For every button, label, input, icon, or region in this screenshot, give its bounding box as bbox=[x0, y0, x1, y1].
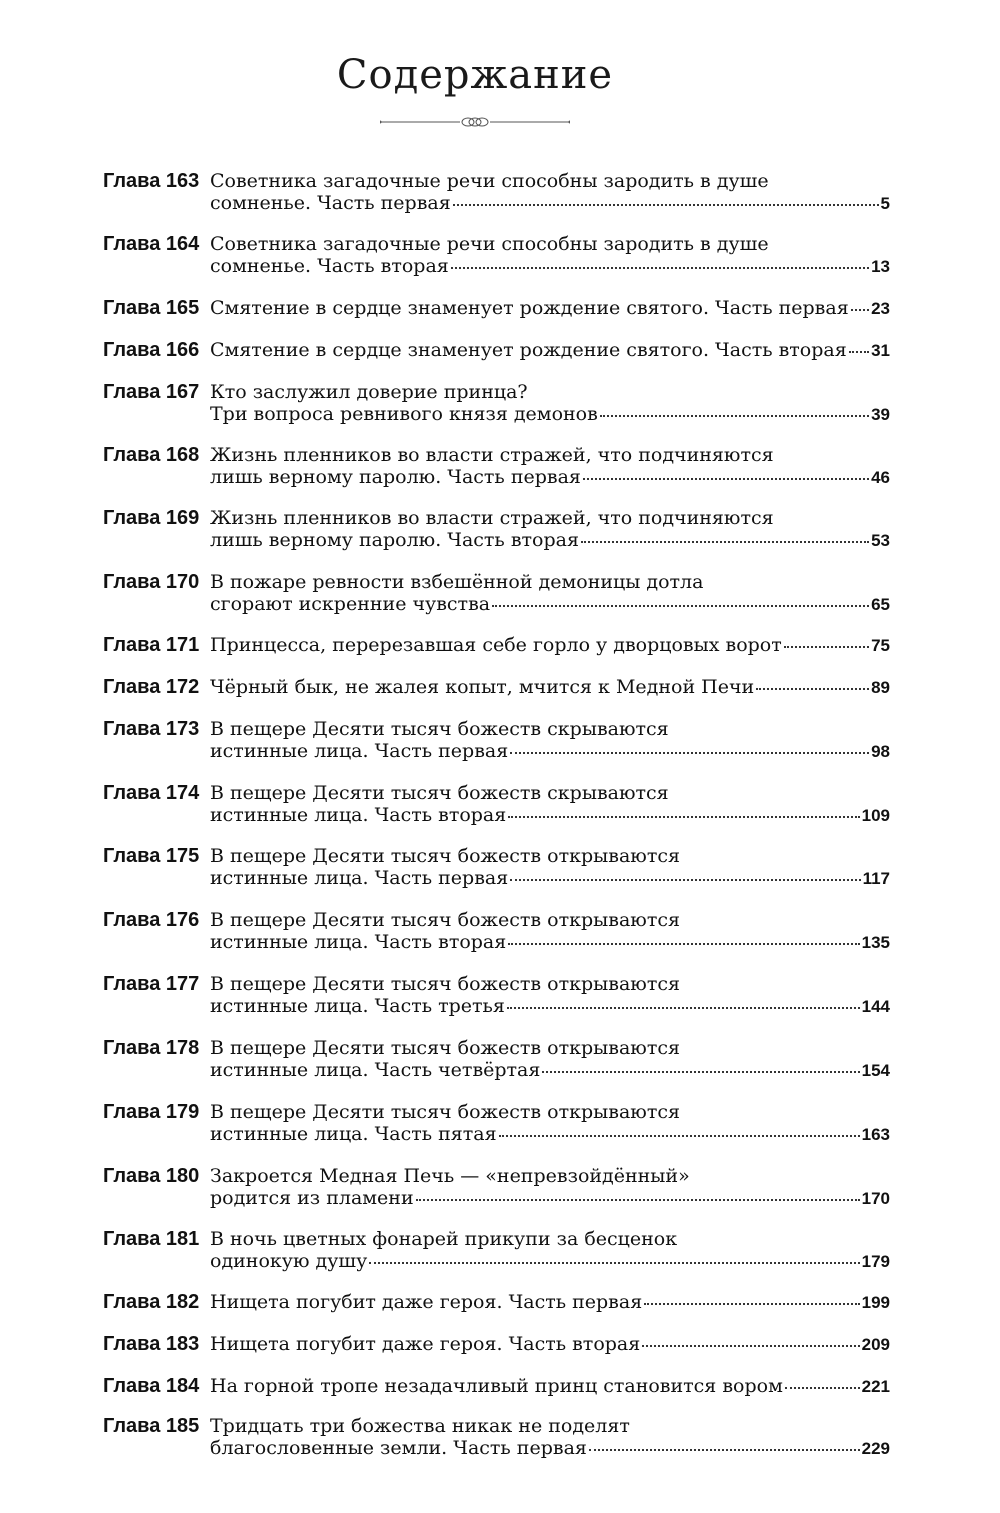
chapter-number: Глава 169 bbox=[103, 507, 200, 529]
dot-leader bbox=[851, 305, 869, 311]
dot-leader bbox=[451, 263, 869, 269]
chapter-title-text: истинные лица. Часть пятая bbox=[210, 1123, 497, 1145]
page-number: 53 bbox=[871, 531, 890, 550]
chapter-title-text: сгорают искренние чувства bbox=[210, 593, 491, 615]
dot-leader bbox=[589, 1445, 860, 1451]
chapter-number: Глава 165 bbox=[103, 297, 200, 319]
dot-leader bbox=[510, 748, 869, 754]
chapter-title-text: истинные лица. Часть третья bbox=[210, 995, 505, 1017]
chapter-number: Глава 168 bbox=[103, 444, 200, 466]
chapter-title-line: Тридцать три божества никак не поделят bbox=[210, 1415, 630, 1437]
chapter-title-line: В пещере Десяти тысяч божеств открываются bbox=[210, 973, 680, 995]
dot-leader bbox=[849, 347, 869, 353]
page-number: 75 bbox=[871, 636, 890, 655]
chapter-title-text: Нищета погубит даже героя. Часть вторая bbox=[210, 1333, 641, 1355]
chapter-number: Глава 174 bbox=[103, 782, 200, 804]
chapter-title-last-line bbox=[210, 634, 890, 657]
chapter-title-line: В пещере Десяти тысяч божеств открываются bbox=[210, 1037, 680, 1059]
dot-leader bbox=[499, 1131, 860, 1137]
dot-leader bbox=[583, 474, 869, 480]
decorative-divider-icon bbox=[380, 114, 570, 130]
chapter-number: Глава 184 bbox=[103, 1375, 200, 1397]
chapter-title-last-line bbox=[210, 529, 890, 552]
chapter-title-last-line bbox=[210, 740, 890, 763]
page-number: 109 bbox=[861, 806, 890, 825]
chapter-number: Глава 185 bbox=[103, 1415, 200, 1437]
page-number: 117 bbox=[862, 869, 890, 888]
dot-leader bbox=[453, 200, 879, 206]
dot-leader bbox=[542, 1067, 859, 1073]
chapter-number: Глава 175 bbox=[103, 845, 200, 867]
page-number: 89 bbox=[871, 678, 890, 697]
chapter-title-last-line bbox=[210, 297, 890, 320]
chapter-number: Глава 179 bbox=[103, 1101, 200, 1123]
chapter-number: Глава 173 bbox=[103, 718, 200, 740]
dot-leader bbox=[642, 1341, 859, 1347]
page-number: 170 bbox=[861, 1189, 890, 1208]
chapter-title-last-line bbox=[210, 1059, 890, 1082]
chapter-title-text: родится из пламени bbox=[210, 1187, 414, 1209]
chapter-number: Глава 178 bbox=[103, 1037, 200, 1059]
dot-leader bbox=[784, 642, 869, 648]
dot-leader bbox=[756, 684, 869, 690]
chapter-title-last-line bbox=[210, 403, 890, 426]
chapter-title-text: истинные лица. Часть вторая bbox=[210, 804, 507, 826]
dot-leader bbox=[508, 812, 859, 818]
page-title: Содержание bbox=[336, 52, 614, 98]
chapter-title-line: В пещере Десяти тысяч божеств открываются bbox=[210, 845, 680, 867]
chapter-number: Глава 182 bbox=[103, 1291, 200, 1313]
dot-leader bbox=[369, 1258, 859, 1264]
chapter-title-line: Жизнь пленников во власти стражей, что подчиняются bbox=[210, 507, 774, 529]
chapter-number: Глава 177 bbox=[103, 973, 200, 995]
chapter-title-text: одинокую душу bbox=[210, 1250, 368, 1272]
chapter-title-last-line bbox=[210, 676, 890, 699]
page-number: 144 bbox=[861, 997, 890, 1016]
chapter-title-text: сомненье. Часть первая bbox=[210, 192, 451, 214]
chapter-title-text: истинные лица. Часть первая bbox=[210, 740, 509, 762]
dot-leader bbox=[600, 411, 869, 417]
chapter-number: Глава 180 bbox=[103, 1165, 200, 1187]
chapter-number: Глава 170 bbox=[103, 571, 200, 593]
page-number: 163 bbox=[861, 1125, 890, 1144]
chapter-title-last-line bbox=[210, 1437, 890, 1460]
chapter-title-text: истинные лица. Часть вторая bbox=[210, 931, 507, 953]
page-number: 154 bbox=[861, 1061, 890, 1080]
chapter-number: Глава 176 bbox=[103, 909, 200, 931]
page-number: 23 bbox=[871, 299, 890, 318]
chapter-title-text: Нищета погубит даже героя. Часть первая bbox=[210, 1291, 643, 1313]
chapter-title-last-line bbox=[210, 1123, 890, 1146]
chapter-title-last-line bbox=[210, 1375, 890, 1398]
chapter-title-last-line bbox=[210, 466, 890, 489]
dot-leader bbox=[510, 875, 860, 881]
chapter-number: Глава 171 bbox=[103, 634, 200, 656]
chapter-title-line: Советника загадочные речи способны зародить в душе bbox=[210, 233, 769, 255]
chapter-title-last-line bbox=[210, 867, 890, 890]
page-number: 209 bbox=[861, 1335, 890, 1354]
page-number: 13 bbox=[871, 257, 890, 276]
chapter-title-last-line bbox=[210, 995, 890, 1018]
chapter-title-last-line bbox=[210, 931, 890, 954]
page-number: 229 bbox=[861, 1439, 890, 1458]
dot-leader bbox=[581, 537, 869, 543]
chapter-title-last-line bbox=[210, 1291, 890, 1314]
chapter-number: Глава 167 bbox=[103, 381, 200, 403]
chapter-number: Глава 172 bbox=[103, 676, 200, 698]
chapter-title-text: Принцесса, перерезавшая себе горло у дворцовых ворот bbox=[210, 634, 782, 656]
chapter-title-line: Советника загадочные речи способны зародить в душе bbox=[210, 170, 769, 192]
page-number: 46 bbox=[871, 468, 890, 487]
chapter-title-line: В пожаре ревности взбешённой демоницы дотла bbox=[210, 571, 704, 593]
chapter-title-text: благословенные земли. Часть первая bbox=[210, 1437, 587, 1459]
dot-leader bbox=[508, 939, 859, 945]
dot-leader bbox=[507, 1003, 860, 1009]
chapter-title-line: В пещере Десяти тысяч божеств скрываются bbox=[210, 782, 669, 804]
chapter-title-text: Смятение в сердце знаменует рождение святого. Часть вторая bbox=[210, 339, 847, 361]
chapter-title-line: Жизнь пленников во власти стражей, что подчиняются bbox=[210, 444, 774, 466]
chapter-title-last-line bbox=[210, 255, 890, 278]
chapter-title-last-line bbox=[210, 1250, 890, 1273]
chapter-title-text: сомненье. Часть вторая bbox=[210, 255, 449, 277]
chapter-title-line: В пещере Десяти тысяч божеств открываются bbox=[210, 1101, 680, 1123]
page-number: 98 bbox=[871, 742, 890, 761]
chapter-title-last-line bbox=[210, 339, 890, 362]
chapter-title-text: истинные лица. Часть первая bbox=[210, 867, 509, 889]
chapter-title-line: Кто заслужил доверие принца? bbox=[210, 381, 528, 403]
chapter-title-last-line bbox=[210, 804, 890, 827]
dot-leader bbox=[785, 1383, 860, 1389]
chapter-title-text: На горной тропе незадачливый принц становится вором bbox=[210, 1375, 783, 1397]
chapter-number: Глава 164 bbox=[103, 233, 200, 255]
chapter-title-text: Смятение в сердце знаменует рождение святого. Часть первая bbox=[210, 297, 849, 319]
chapter-title-text: истинные лица. Часть четвёртая bbox=[210, 1059, 541, 1081]
chapter-title-last-line bbox=[210, 593, 890, 616]
page-number: 135 bbox=[861, 933, 890, 952]
chapter-title-line: В пещере Десяти тысяч божеств открываются bbox=[210, 909, 680, 931]
chapter-title-line: В ночь цветных фонарей прикупи за бесценок bbox=[210, 1228, 678, 1250]
page-number: 221 bbox=[861, 1377, 890, 1396]
page-number: 5 bbox=[880, 194, 890, 213]
chapter-title-line: В пещере Десяти тысяч божеств скрываются bbox=[210, 718, 669, 740]
page-number: 65 bbox=[871, 595, 890, 614]
chapter-title-last-line bbox=[210, 192, 890, 215]
page-number: 39 bbox=[871, 405, 890, 424]
chapter-title-line: Закроется Медная Печь — «непревзойдённый» bbox=[210, 1165, 690, 1187]
page-number: 31 bbox=[871, 341, 890, 360]
chapter-number: Глава 183 bbox=[103, 1333, 200, 1355]
chapter-number: Глава 181 bbox=[103, 1228, 200, 1250]
page-number: 199 bbox=[861, 1293, 890, 1312]
chapter-title-text: лишь верному паролю. Часть вторая bbox=[210, 529, 579, 551]
chapter-title-text: Три вопроса ревнивого князя демонов bbox=[210, 403, 598, 425]
chapter-title-last-line bbox=[210, 1187, 890, 1210]
chapter-title-text: Чёрный бык, не жалея копыт, мчится к Медной Печи bbox=[210, 676, 755, 698]
chapter-number: Глава 163 bbox=[103, 170, 200, 192]
chapter-number: Глава 166 bbox=[103, 339, 200, 361]
page-number: 179 bbox=[861, 1252, 890, 1271]
chapter-title-last-line bbox=[210, 1333, 890, 1356]
dot-leader bbox=[492, 601, 869, 607]
chapter-title-text: лишь верному паролю. Часть первая bbox=[210, 466, 581, 488]
dot-leader bbox=[644, 1299, 859, 1305]
dot-leader bbox=[416, 1195, 860, 1201]
